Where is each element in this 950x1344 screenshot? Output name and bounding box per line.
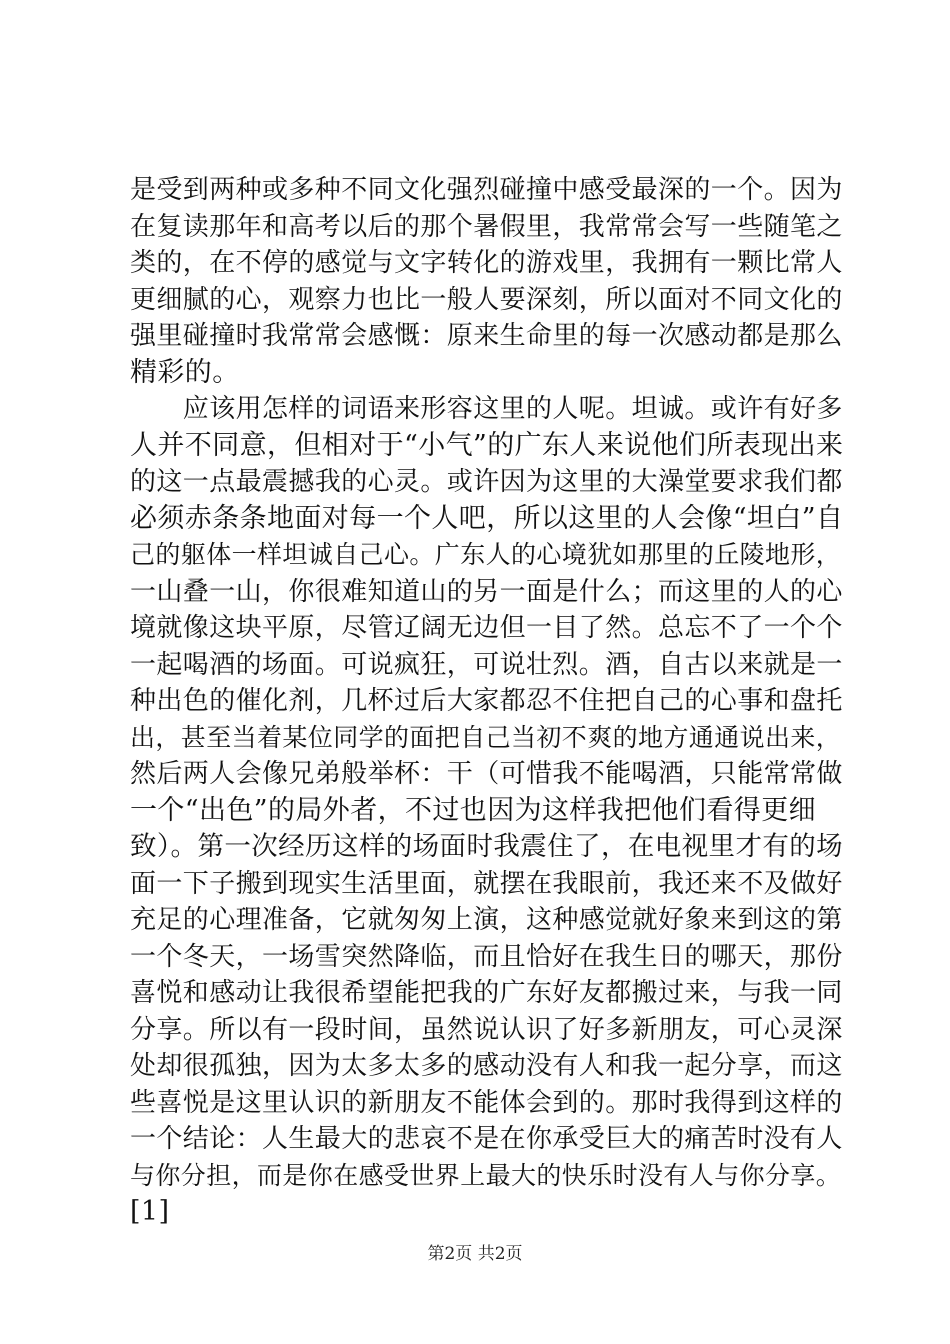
text-line: 己的躯体一样坦诚自己心。广东人的心境犹如那里的丘陵地形， (130, 540, 842, 569)
text-line: 人并不同意，但相对于“小气”的广东人来说他们所表现出来 (130, 429, 844, 461)
text-line: 境就像这块平原，尽管辽阔无边但一目了然。总忘不了一个个 (130, 613, 843, 643)
text-line: 处却很孤独，因为太多太多的感动没有人和我一起分享，而这 (130, 1051, 843, 1081)
text-line: 种出色的催化剂，几杯过后大家都忍不住把自己的心事和盘托 (130, 686, 843, 716)
text-line: 强里碰撞时我常常会感慨：原来生命里的每一次感动都是那么 (130, 321, 843, 351)
text-line: 类的，在不停的感觉与文字转化的游戏里，我拥有一颗比常人 (130, 248, 843, 278)
text-line: 致）。第一次经历这样的场面时我震住了，在电视里才有的场 (130, 831, 844, 862)
text-line: 一个冬天，一场雪突然降临，而且恰好在我生日的哪天，那份 (130, 941, 843, 972)
text-line: 是受到两种或多种不同文化强烈碰撞中感受最深的一个。因为 (130, 175, 843, 205)
text-line: 一起喝酒的场面。可说疯狂，可说壮烈。酒，自古以来就是一 (130, 649, 843, 680)
text-line: 面一下子搬到现实生活里面，就摆在我眼前，我还来不及做好 (130, 868, 843, 899)
text-line: 必须赤条条地面对每一个人吧，所以这里的人会像“坦白”自 (130, 502, 844, 534)
text-line: 精彩的。 (130, 356, 240, 388)
text-line: 更细腻的心，观察力也比一般人要深刻，所以面对不同文化的 (130, 284, 843, 315)
page-number: 第2页 共2页 (427, 1244, 523, 1264)
text-line: 的这一点最震撼我的心灵。或许因为这里的大澡堂要求我们都 (130, 467, 843, 497)
text-line: 出，甚至当着某位同学的面把自己当初不爽的地方通通说出来， (130, 722, 842, 752)
footnote-marker: [1] (130, 1196, 170, 1227)
text-line: 应该用怎样的词语来形容这里的人呢。坦诚。或许有好多 (130, 394, 843, 424)
text-line: 与你分担，而是你在感受世界上最大的快乐时没有人与你分享。 (130, 1160, 842, 1190)
text-line: 在复读那年和高考以后的那个暑假里，我常常会写一些随笔之 (130, 211, 843, 242)
text-line: 一个结论：人生最大的悲哀不是在你承受巨大的痛苦时没有人 (130, 1124, 843, 1154)
text-line: 然后两人会像兄弟般举杯：干（可惜我不能喝酒，只能常常做 (130, 759, 843, 789)
text-line: 一山叠一山，你很难知道山的另一面是什么；而这里的人的心 (130, 576, 843, 607)
text-line: 喜悦和感动让我很希望能把我的广东好友都搬过来，与我一同 (130, 978, 843, 1008)
text-line: 充足的心理准备，它就匆匆上演，这种感觉就好象来到这的第 (130, 905, 843, 935)
page-footer (0, 1243, 950, 1265)
text-line: 些喜悦是这里认识的新朋友不能体会到的。那时我得到这样的 (130, 1087, 843, 1118)
text-line: 分享。所以有一段时间，虽然说认识了好多新朋友，可心灵深 (130, 1014, 843, 1045)
body-text (130, 172, 850, 1231)
text-line: 一个“出色”的局外者，不过也因为这样我把他们看得更细 (130, 794, 817, 826)
